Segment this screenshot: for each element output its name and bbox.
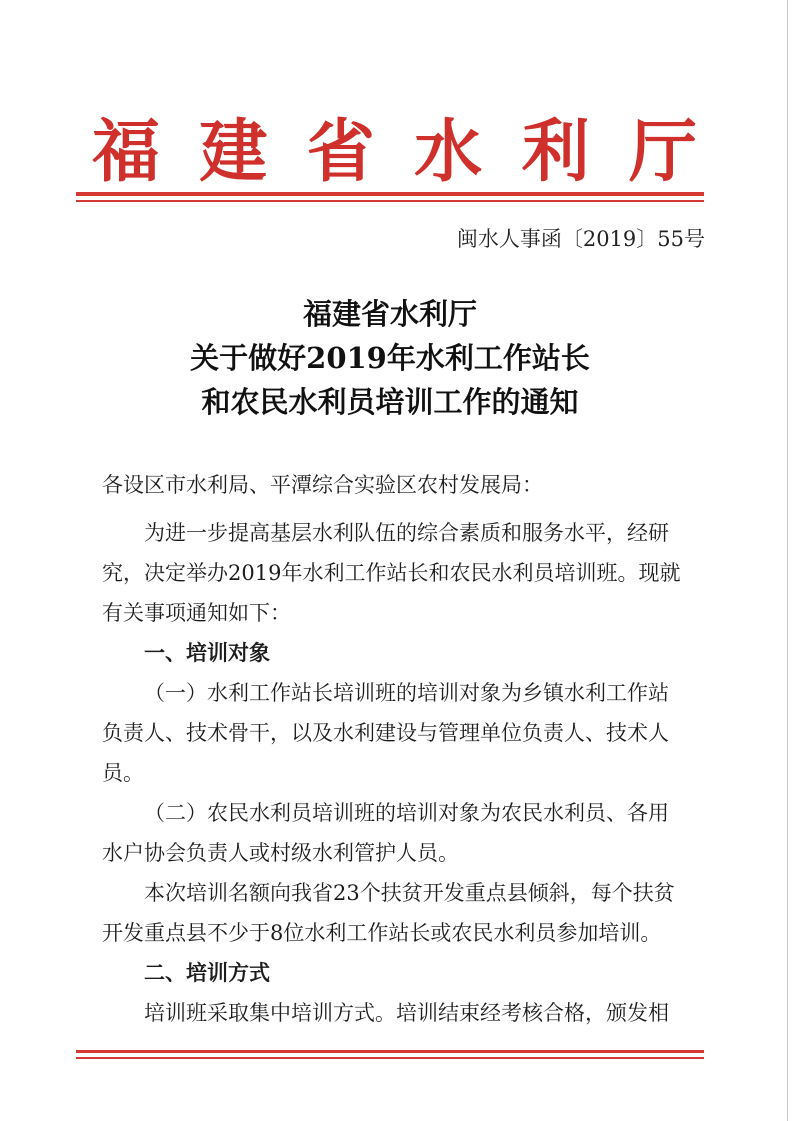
letterhead-char: 利 [521, 112, 590, 192]
body-line: 究，决定举办2019年水利工作站长和农民水利员培训班。现就 [102, 561, 681, 585]
title-line: 福建省水利厅 [302, 297, 477, 331]
letterhead-char: 福 [92, 112, 161, 192]
body-line: 负责人、技术骨干，以及水利建设与管理单位负责人、技术人 [102, 721, 669, 745]
document-number: 闽水人事函〔2019〕55号 [456, 227, 705, 251]
footer-rule-thin [76, 1057, 704, 1059]
section-heading: 一、培训对象 [144, 640, 270, 665]
body-line: 培训班采取集中培训方式。培训结束经考核合格，颁发相 [144, 1001, 669, 1025]
title-line: 和农民水利员培训工作的通知 [201, 385, 579, 419]
section-heading: 二、培训方式 [144, 960, 270, 985]
body-line: 水户协会负责人或村级水利管护人员。 [102, 841, 459, 865]
body-line: 员。 [102, 761, 144, 785]
body-line: 开发重点县不少于8位水利工作站长或农民水利员参加培训。 [102, 921, 662, 945]
body-line: （二）农民水利员培训班的培训对象为农民水利员、各用 [144, 801, 669, 825]
document-title [76, 292, 704, 424]
scan-edge-line [787, 0, 788, 1121]
footer-rule-thick [76, 1050, 704, 1053]
body-line: 本次培训名额向我省23个扶贫开发重点县倾斜，每个扶贫 [144, 881, 675, 905]
letterhead-char: 建 [199, 112, 268, 192]
addressee: 各设区市水利局、平潭综合实验区农村发展局： [102, 473, 543, 497]
title-line: 关于做好2019年水利工作站长 [190, 341, 590, 375]
letterhead-char: 省 [306, 112, 375, 192]
letterhead-char: 水 [414, 112, 483, 192]
letterhead-rule-thin [76, 200, 704, 202]
letterhead-char: 厅 [628, 112, 697, 192]
body-line: 为进一步提高基层水利队伍的综合素质和服务水平，经研 [144, 521, 669, 545]
body-line: （一）水利工作站长培训班的培训对象为乡镇水利工作站 [144, 681, 669, 705]
document-body [102, 465, 682, 1033]
body-line: 有关事项通知如下： [102, 601, 291, 625]
letterhead-rule-thick [76, 192, 704, 196]
letterhead-title [92, 112, 697, 192]
